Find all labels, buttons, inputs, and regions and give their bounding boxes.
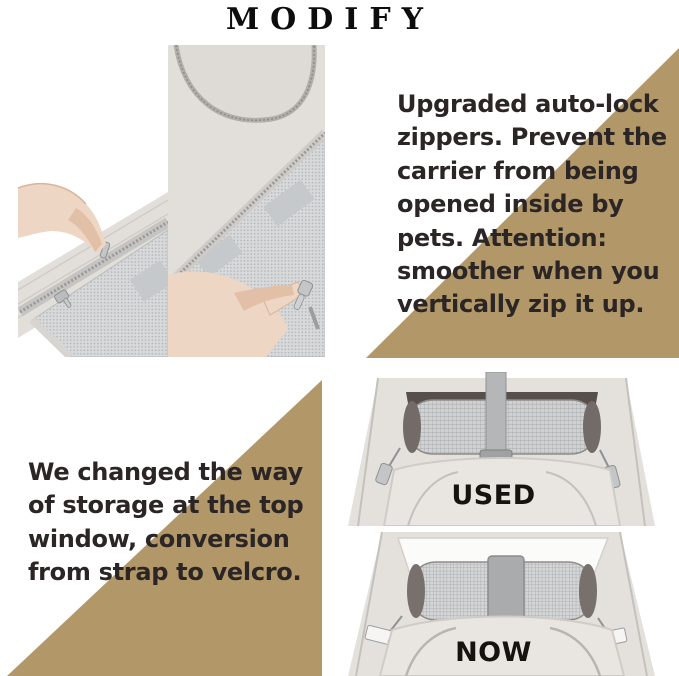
zipper-feature-text (397, 88, 675, 322)
page-title: MODIFY (225, 2, 435, 37)
text-line: carrier from being (397, 156, 639, 185)
text-line: of storage at the top (28, 491, 304, 520)
text-line: opened inside by (397, 190, 624, 219)
text-line: zippers. Prevent the (397, 123, 667, 152)
text-line: window, conversion (28, 524, 290, 553)
text-line: from strap to velcro. (28, 558, 302, 587)
used-label: USED (451, 480, 536, 511)
now-label: NOW (455, 637, 532, 668)
photo-storage-now (348, 530, 655, 676)
text-line: pets. Attention: (397, 223, 607, 252)
text-line: We changed the way (28, 458, 303, 486)
velcro-strap (488, 556, 524, 626)
photo-zipper-pinch (18, 46, 168, 357)
text-line: Upgraded auto-lock (397, 90, 659, 118)
storage-feature-text (28, 456, 318, 590)
text-line: vertically zip it up. (397, 290, 645, 319)
text-line: smoother when you (397, 257, 660, 286)
photo-zipper-pull (168, 45, 325, 357)
photo-storage-used (348, 372, 655, 526)
